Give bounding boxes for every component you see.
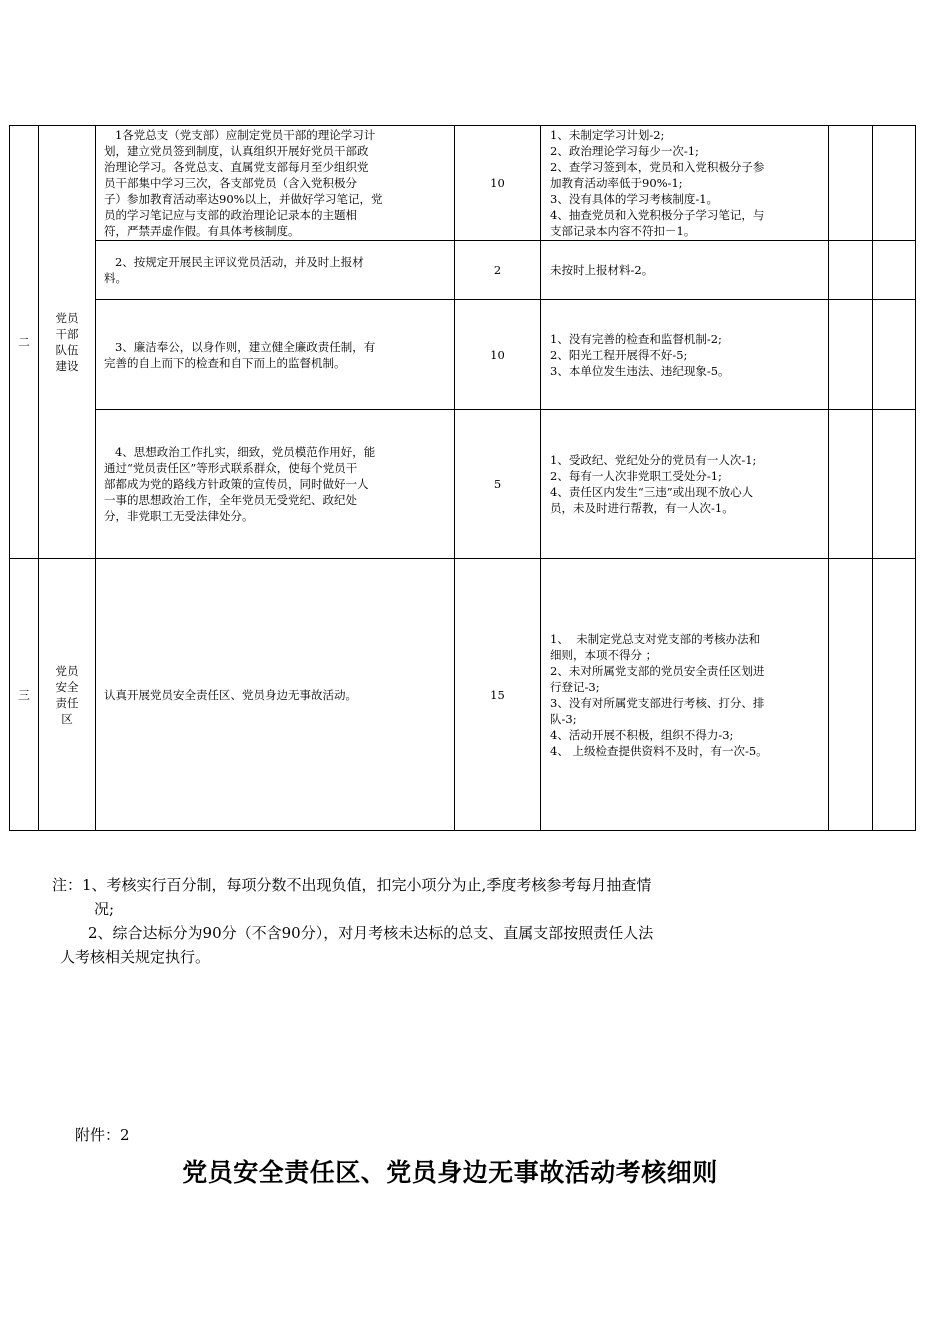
requirement-cell <box>96 241 455 300</box>
check-score-cell <box>873 300 916 410</box>
requirement-cell <box>96 410 455 559</box>
table-row <box>10 300 916 410</box>
deduction-line: 2、查学习签到本，党员和入党积极分子参 <box>550 160 765 174</box>
check-score-cell <box>873 559 916 831</box>
deduction-line: 2、未对所属党支部的党员安全责任区划进 <box>550 663 765 678</box>
deduction-line: 队-3; <box>550 711 577 726</box>
table-row <box>10 559 916 831</box>
deduction-line: 未按时上报材料-2。 <box>550 263 654 277</box>
requirement-line: 一事的思想政治工作，全年党员无受党纪、政纪处 <box>104 493 357 507</box>
requirement-line: 4、思想政治工作扎实，细致，党员模范作用好，能 <box>104 445 376 459</box>
section-category-cell <box>39 126 96 559</box>
section-category-cell <box>39 559 96 831</box>
deduction-line: 4、抽查党员和入党积极分子学习笔记，与 <box>550 208 765 222</box>
score-cell: 2 <box>455 241 541 300</box>
deduction-line: 1、 未制定党总支对党支部的考核办法和 <box>550 631 761 646</box>
deduction-line: 行登记-3; <box>550 679 600 694</box>
deduction-cell <box>541 410 829 559</box>
deduction-line: 员，未及时进行帮教，有一人次-1。 <box>550 501 734 515</box>
requirement-cell <box>96 300 455 410</box>
deduction-line: 3、没有具体的学习考核制度-1。 <box>550 192 719 206</box>
deduction-line: 加教育活动率低于90%-1; <box>550 176 683 190</box>
note-line-1: 注：1、考核实行百分制，每项分数不出现负值，扣完小项分为止,季度考核参考每月抽查情 <box>52 876 652 894</box>
section-category: 党员安全责任区 <box>55 663 79 726</box>
deduction-line: 3、没有对所属党支部进行考核、打分、排 <box>550 695 765 710</box>
deduction-line: 4、活动开展不积极，组织不得力-3; <box>550 727 734 742</box>
score-cell: 10 <box>455 126 541 241</box>
self-score-cell <box>829 559 873 831</box>
check-score-cell <box>873 241 916 300</box>
deduction-line: 4、 上级检查提供资料不及时，有一次-5。 <box>550 743 768 758</box>
deduction-cell <box>541 559 829 831</box>
section-number: 二 <box>10 126 39 559</box>
requirement-line: 治理论学习。各党总支、直属党支部每月至少组织党 <box>104 160 369 174</box>
requirement-cell <box>96 559 455 831</box>
attachment-label: 附件：2 <box>75 1126 130 1144</box>
requirement-line: 1各党总支（党支部）应制定党员干部的理论学习计 <box>104 128 376 142</box>
deduction-line: 2、阳光工程开展得不好-5; <box>550 347 688 362</box>
requirement-cell <box>96 126 455 241</box>
score-cell: 5 <box>455 410 541 559</box>
requirement-line: 2、按规定开展民主评议党员活动，并及时上报材 <box>104 255 364 269</box>
deduction-cell <box>541 300 829 410</box>
deduction-cell <box>541 126 829 241</box>
note-line-2: 况; <box>94 900 115 918</box>
deduction-line: 2、每有一人次非党职工受处分-1; <box>550 469 722 483</box>
section-number: 三 <box>10 559 39 831</box>
deduction-line: 2、政治理论学习每少一次-1; <box>550 144 699 158</box>
deduction-line: 3、本单位发生违法、违纪现象-5。 <box>550 363 730 378</box>
table-row <box>10 241 916 300</box>
section-category: 党员干部队伍建设 <box>55 311 79 373</box>
deduction-line: 支部记录本内容不符扣－1。 <box>550 224 696 238</box>
requirement-line: 分，非党职工无受法律处分。 <box>104 509 254 523</box>
check-score-cell <box>873 126 916 241</box>
check-score-cell <box>873 410 916 559</box>
self-score-cell <box>829 126 873 241</box>
self-score-cell <box>829 241 873 300</box>
requirement-line: 员干部集中学习三次，各支部党员（含入党积极分 <box>104 176 357 190</box>
document-title: 党员安全责任区、党员身边无事故活动考核细则 <box>182 1158 718 1187</box>
requirement-line: 划，建立党员签到制度，认真组织开展好党员干部政 <box>104 144 369 158</box>
score-cell: 10 <box>455 300 541 410</box>
deduction-line: 1、受政纪、党纪处分的党员有一人次-1; <box>550 453 757 467</box>
requirement-line: 完善的自上而下的检查和自下而上的监督机制。 <box>104 355 346 370</box>
table-row <box>10 410 916 559</box>
deduction-line: 1、没有完善的检查和监督机制-2; <box>550 331 722 346</box>
requirement-line: 符，严禁弄虚作假。有具体考核制度。 <box>104 224 300 238</box>
deduction-line: 细则，本项不得分 ； <box>550 647 658 662</box>
requirement-line: 子）参加教育活动率达90%以上，并做好学习笔记，党 <box>104 192 383 206</box>
note-line-3: 2、综合达标分为90分（不含90分），对月考核未达标的总支、直属支部按照责任人法 <box>88 924 654 942</box>
note-line-4: 人考核相关规定执行。 <box>60 948 211 966</box>
self-score-cell <box>829 410 873 559</box>
table-row <box>10 126 916 241</box>
score-cell: 15 <box>455 559 541 831</box>
requirement-line: 员的学习笔记应与支部的政治理论记录本的主题相 <box>104 208 357 222</box>
requirement-line: 通过“党员责任区”等形式联系群众，使每个党员干 <box>104 461 358 475</box>
requirement-line: 认真开展党员安全责任区、党员身边无事故活动。 <box>104 687 357 702</box>
requirement-line: 料。 <box>104 271 127 285</box>
notes-block <box>52 873 842 969</box>
requirement-line: 3、廉洁奉公，以身作则，建立健全廉政责任制，有 <box>104 339 376 354</box>
deduction-line: 1、未制定学习计划-2; <box>550 128 665 142</box>
requirement-line: 部都成为党的路线方针政策的宣传员，同时做好一人 <box>104 477 369 491</box>
self-score-cell <box>829 300 873 410</box>
deduction-line: 4、责任区内发生“三违”或出现不放心人 <box>550 485 754 499</box>
deduction-cell <box>541 241 829 300</box>
assessment-table <box>9 125 916 831</box>
